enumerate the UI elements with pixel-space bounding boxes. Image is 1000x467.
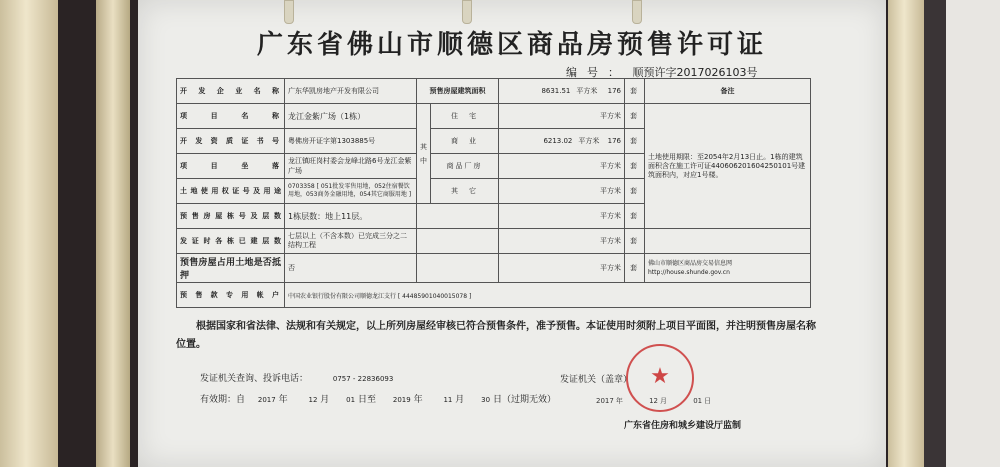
residential-area: 平方米 — [499, 104, 625, 129]
info-table — [176, 78, 811, 308]
other-units-unit: 套 — [625, 179, 645, 204]
empty-cell — [417, 254, 499, 283]
row-units-unit: 套 — [625, 254, 645, 283]
from-month: 12 — [308, 396, 318, 404]
contact-line — [200, 371, 393, 384]
serial-label: 编号： — [566, 66, 629, 79]
remarks-header: 备注 — [645, 79, 811, 104]
mortgage-value: 否 — [285, 254, 417, 283]
project-label: 项目名称 — [177, 104, 285, 129]
frame-right — [888, 0, 924, 467]
serial-value: 顺预许字2017026103号 — [632, 66, 758, 79]
remarks-empty — [645, 229, 811, 254]
other-area: 平方米 — [499, 179, 625, 204]
row-units-unit: 套 — [625, 204, 645, 229]
wall-right — [924, 0, 1000, 467]
row-area: 平方米 — [499, 204, 625, 229]
building-no-value: 1栋层数：地上11层。 — [285, 204, 417, 229]
category-commercial: 商 业 — [431, 129, 499, 154]
issue-year: 2017 — [596, 397, 614, 405]
to-day: 30 — [481, 396, 491, 404]
hanging-pin — [284, 0, 294, 24]
frame-molding — [96, 0, 130, 467]
total-area: 8631.51 平方米 176 — [499, 79, 625, 104]
remarks-footer: 佛山市顺德区商品房交易信息网 http://house.shunde.gov.cn — [645, 254, 811, 283]
row-area: 平方米 — [499, 229, 625, 254]
wall-panel — [946, 0, 1000, 467]
issue-year-text: 年 — [615, 397, 623, 405]
built-floors-label: 发证时各栋已建层数 — [177, 229, 285, 254]
tel-label: 发证机关查询、投诉电话： — [200, 374, 309, 384]
developer-value: 广东华凯房地产开发有限公司 — [285, 79, 417, 104]
land-use-value: 0703358 [ 051批发零售用地，052住宿餐饮用地，053商务金融用地，054其它商服用地 ] — [285, 179, 417, 204]
empty-cell — [417, 229, 499, 254]
issuer-label: 发证机关（盖章） — [560, 375, 633, 385]
issue-day: 01 — [693, 397, 703, 405]
area-header: 预售房屋建筑面积 — [417, 79, 499, 104]
qualification-value: 粤佛房开证字第1303885号 — [285, 129, 417, 154]
developer-label: 开发企业名称 — [177, 79, 285, 104]
location-value: 龙江镇旺岗村委会龙峰北路6号龙江金紫广场 — [285, 154, 417, 179]
factory-area: 平方米 — [499, 154, 625, 179]
remarks-text: 土地使用期限：至2054年2月13日止。1栋的建筑面积含在施工许可证440606201604250101号建筑面积内，对应1号楼。 — [645, 104, 811, 229]
commercial-units-unit: 套 — [625, 129, 645, 154]
from-day: 01 — [346, 396, 356, 404]
to-year: 2019 — [392, 396, 411, 404]
account-label: 预售款专用帐户 — [177, 283, 285, 308]
of-which-label: 其中 — [417, 104, 431, 204]
commercial-area: 6213.02 平方米 176 — [499, 129, 625, 154]
residential-units-unit: 套 — [625, 104, 645, 129]
day-end-text: 日（过期无效） — [492, 395, 556, 405]
row-units-unit: 套 — [625, 229, 645, 254]
mortgage-label: 预售房屋占用土地是否抵押 — [177, 254, 285, 283]
certificate — [138, 0, 886, 467]
month-text: 月 — [320, 395, 330, 405]
certificate-title: 广东省佛山市顺德区商品房预售许可证 — [256, 30, 767, 60]
approval-paragraph: 根据国家和省法律、法规和有关规定，以上所列房屋经审核已符合预售条件，准予预售。本证使用时须附上项目平面图，并注明预售房屋名称位置。 — [176, 321, 816, 350]
day-to-text: 日至 — [357, 395, 376, 405]
factory-units-unit: 套 — [625, 154, 645, 179]
official-seal: ★ — [626, 344, 694, 412]
year-text: 年 — [413, 395, 423, 405]
issue-day-text: 日 — [704, 397, 712, 405]
building-no-label: 预售房屋栋号及层数 — [177, 204, 285, 229]
year-text: 年 — [278, 395, 288, 405]
issue-month: 12 — [649, 397, 658, 405]
category-other: 其 它 — [431, 179, 499, 204]
from-year: 2017 — [257, 396, 276, 404]
tel-value: 0757 - 22836093 — [332, 375, 394, 383]
empty-cell — [417, 204, 499, 229]
category-factory: 商品厂房 — [431, 154, 499, 179]
validity-label: 有效期：自 — [200, 395, 246, 405]
built-floors-value: 七层以上（不含本数）已完成三分之二结构工程 — [285, 229, 417, 254]
supervisor-text: 广东省住房和城乡建设厅监制 — [624, 421, 742, 431]
category-residential: 住 宅 — [431, 104, 499, 129]
land-use-label: 土地使用权证号及用途 — [177, 179, 285, 204]
total-units-unit: 套 — [625, 79, 645, 104]
to-month: 11 — [443, 396, 453, 404]
row-area: 平方米 — [499, 254, 625, 283]
validity-line — [200, 392, 556, 405]
hanging-pin — [632, 0, 642, 24]
project-value: 龙江金紫广场（1栋） — [285, 104, 417, 129]
hanging-pin — [462, 0, 472, 24]
location-label: 项目坐落 — [177, 154, 285, 179]
account-value: 中国农业银行股份有限公司顺德龙江支行 [ 44485901040015078 ] — [285, 283, 811, 308]
issue-date — [596, 396, 735, 406]
frame-left — [0, 0, 58, 467]
month-text: 月 — [455, 395, 465, 405]
issue-month-text: 月 — [659, 397, 667, 405]
qualification-label: 开发资质证书号 — [177, 129, 285, 154]
